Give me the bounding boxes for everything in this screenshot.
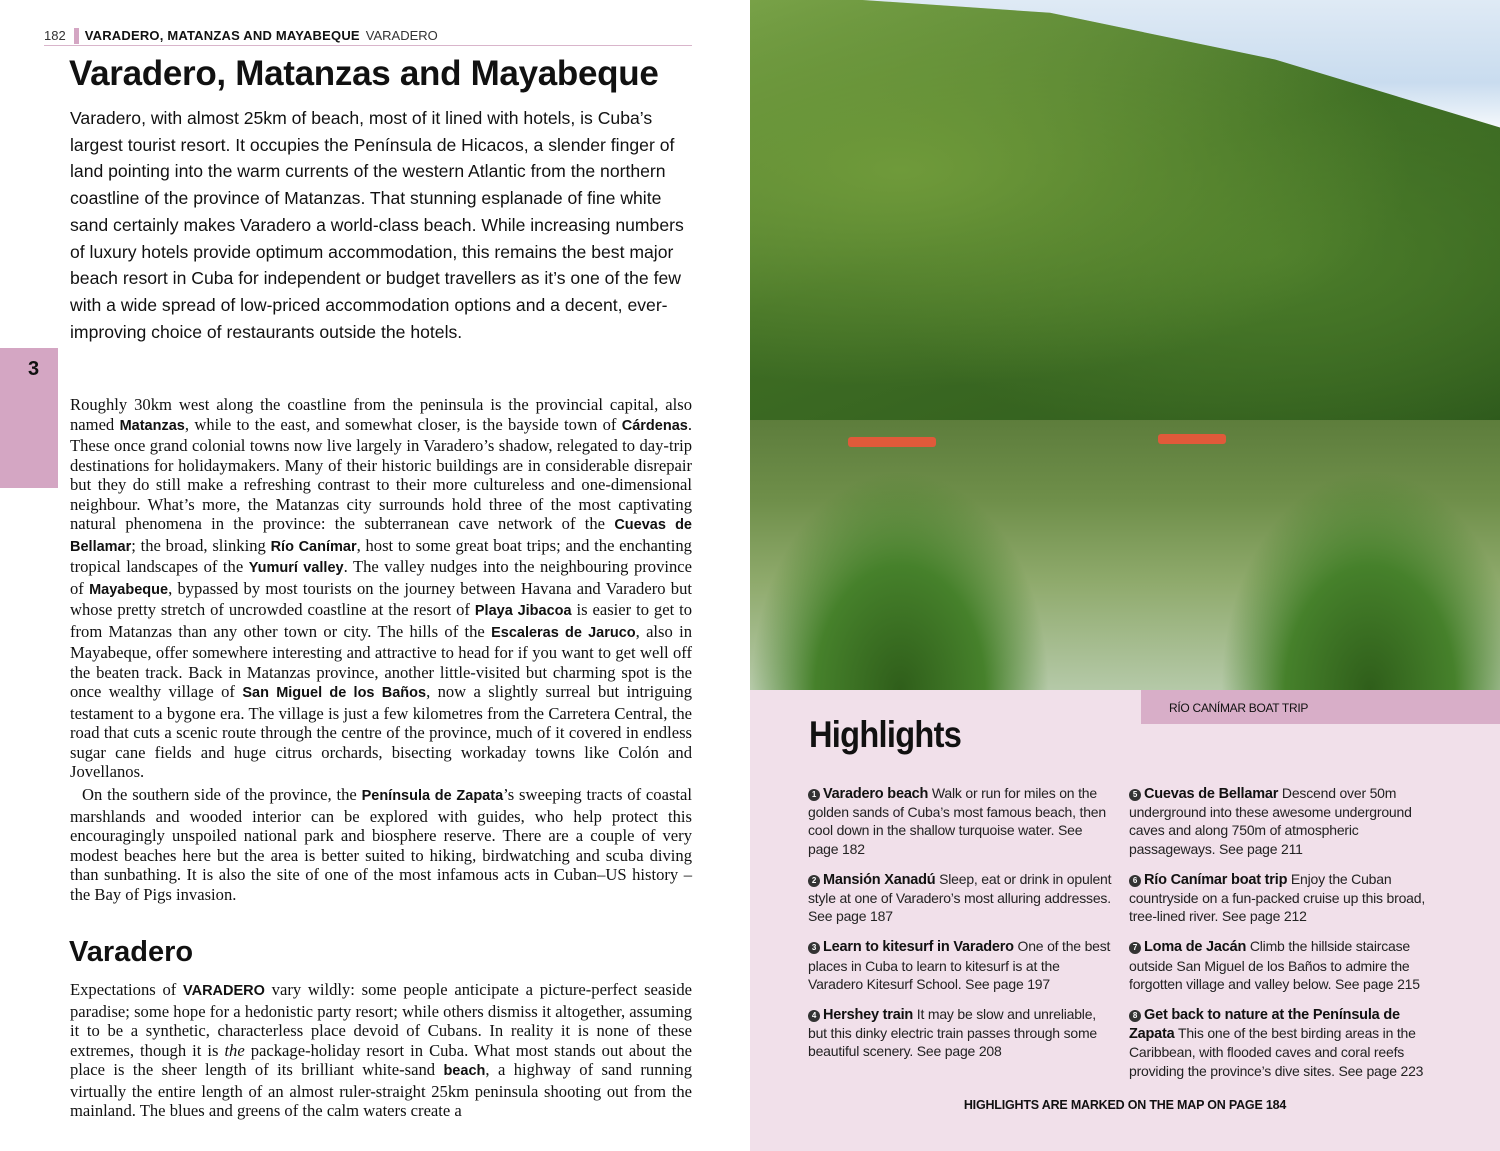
photo-hillside (750, 0, 1500, 425)
highlight-item (1129, 937, 1434, 993)
bold-term: Playa Jibacoa (474, 603, 572, 619)
text-run: the (224, 1040, 245, 1060)
highlights-column (808, 784, 1113, 1073)
highlight-text: This one of the best birding areas in the Caribbean, with flooded caves and coral reefs providing the province’s dive sites. See page 223 (1129, 1025, 1424, 1079)
photo-foliage (750, 470, 1050, 690)
text-run: . The valley nudges into the neighbouring province of (70, 557, 692, 598)
bold-term: Mayabeque (89, 581, 169, 598)
bold-term: Cuevas de Bellamar (70, 517, 692, 555)
text-run: is easier to get to from Matanzas than any other town or city. The hills of the (70, 600, 693, 641)
photo-foliage (1220, 470, 1500, 690)
number-badge-icon: 6 (1129, 875, 1141, 887)
highlight-item (808, 784, 1113, 858)
highlight-item (1129, 870, 1434, 926)
highlights-panel (750, 690, 1500, 1151)
body-paragraph (70, 980, 692, 1121)
photo-boat (848, 437, 936, 447)
bold-term: Yumurí valley (248, 560, 344, 576)
section-heading: Varadero (69, 936, 194, 968)
number-badge-icon: 4 (808, 1010, 820, 1022)
number-badge-icon: 2 (808, 875, 820, 887)
bold-term: Matanzas (119, 417, 185, 434)
page-number: 182 (44, 28, 66, 43)
highlight-item (808, 937, 1113, 993)
text-run: package-holiday resort in Cuba. What most stands out about the place is the sheer length of its brilliant white-sand (70, 1040, 692, 1079)
bold-term: Escaleras de Jaruco (491, 624, 636, 641)
text-run: , host to some great boat trips; and the enchanting tropical landscapes of the (70, 535, 692, 576)
highlight-title: Río Canímar boat trip (1144, 871, 1288, 888)
highlight-item (1129, 784, 1434, 858)
bold-term: Península de Zapata (361, 788, 504, 804)
number-badge-icon: 7 (1129, 942, 1141, 954)
chapter-title: Varadero, Matanzas and Mayabeque (69, 54, 659, 93)
running-head-subsection: VARADERO (365, 28, 438, 43)
bold-term: VARADERO (183, 983, 265, 999)
text-run: , bypassed by most tourists on the journey between Havana and Varadero but whose pretty stretch of uncrowded coastline at the resort of (70, 578, 692, 619)
running-head-section: VARADERO, MATANZAS AND MAYABEQUE (84, 28, 360, 43)
text-run: ; the broad, slinking (131, 535, 271, 555)
chapter-tab (0, 348, 58, 488)
running-head (44, 26, 692, 46)
highlights-title: Highlights (809, 714, 962, 755)
running-head-marker (74, 28, 79, 44)
highlight-text: Sleep, eat or drink in opulent style at one of Varadero’s most alluring addresses. See page 187 (808, 870, 1112, 925)
photo-rio-canimar (750, 0, 1500, 690)
highlight-title: Mansión Xanadú (823, 871, 936, 888)
bold-term: San Miguel de los Baños (242, 685, 427, 701)
bold-term: Cárdenas (621, 417, 688, 434)
bold-term: Río Canímar (270, 538, 357, 555)
number-badge-icon: 8 (1129, 1010, 1141, 1022)
chapter-number: 3 (28, 358, 40, 380)
number-badge-icon: 1 (808, 789, 820, 801)
text-run: Roughly 30km west along the coastline from the peninsula is the provincial capital, also named (70, 395, 692, 434)
intro-paragraph: Varadero, with almost 25km of beach, most of it lined with hotels, is Cuba’s largest tourist resort. It occupies the Península de Hicacos, a slender finger of land pointing into the warm currents of the western Atlantic from the northern coastline of the province of Matanzas. That stunning esplanade of fine white sand certainly makes Varadero a world-class beach. While increasing numbers of luxury hotels provide optimum accommodation, this remains the best major beach resort in Cuba for independent or budget travellers as it’s one of the few with a wide spread of low-priced accommodation options and a decent, ever-improving choice of restaurants outside the hotels. (70, 108, 684, 342)
highlight-item (1129, 1005, 1434, 1080)
text-run: vary wildly: some people anticipate a picture-perfect seaside paradise; some hope for a hedonistic party resort; while others dismiss it altogether, assuming it to be a synthetic, characterless place devoid of Cubans. In reality it is none of these extremes, though it is (70, 980, 692, 1060)
text-run: , while to the east, and somewhat closer, is the bayside town of (184, 414, 622, 434)
highlights-column (1129, 784, 1434, 1092)
text-run: , a highway of sand running virtually the entire length of an almost ruler-straight 25km peninsula shooting out from the mainland. The blues and greens of the calm waters create a (70, 1060, 692, 1120)
text-run: , also in Mayabeque, offer somewhere interesting and attractive to head for if you want to get well off the beaten track. Back in Matanzas province, another little-visited but charming spot is the once wealthy village of (70, 621, 692, 701)
highlight-title: Get back to nature at the Península de Zapata (1129, 1007, 1400, 1043)
text-run: On the southern side of the province, the (82, 785, 362, 804)
photo-caption: RÍO CANÍMAR BOAT TRIP (1141, 690, 1500, 724)
highlight-title: Loma de Jacán (1144, 939, 1247, 956)
body-paragraph (70, 395, 692, 782)
body-paragraph (70, 785, 692, 904)
number-badge-icon: 3 (808, 942, 820, 954)
highlight-title: Cuevas de Bellamar (1144, 786, 1279, 802)
highlight-text: Climb the hillside staircase outside San Miguel de los Baños to admire the forgotten village and valley below. See page 215 (1129, 938, 1420, 992)
highlight-text: It may be slow and unreliable, but this dinky electric train passes through some beautiful scenery. See page 208 (808, 1006, 1098, 1060)
highlight-title: Hershey train (823, 1007, 914, 1024)
text-run: . These once grand colonial towns now live largely in Varadero’s shadow, relegated to day-trip destinations for holidaymakers. Many of their historic buildings are in considerable disrepair but they do still make a refreshing contrast to their more cultureless and one-dimensional neighbour. What’s more, the Matanzas city surrounds hold three of the most captivating natural phenomena in the province: the subterranean cave network of the (70, 414, 692, 533)
bold-term: beach (443, 1063, 486, 1079)
text-run: ’s sweeping tracts of coastal marshlands and wooded interior can be explored with guides, who help protect this encouragingly unspoiled national park and biosphere reserve. There are a couple of very modest beaches here but the area is better suited to hiking, birdwatching and scuba diving than sunbathing. It is also the site of one of the most infamous acts in Cuban–US history – the Bay of Pigs invasion. (70, 785, 692, 904)
photo-boat (1158, 434, 1226, 444)
highlight-text: Walk or run for miles on the golden sands of Cuba’s most famous beach, then cool down in the shallow turquoise water. See page 182 (808, 785, 1106, 857)
highlight-item (808, 870, 1113, 926)
text-run: , now a slightly surreal but intriguing testament to a bygone era. The village is just a few kilometres from the Carretera Central, the road that cuts a scenic route through the centre of the province, much of it covered in endless sugar cane fields and huge citrus orchards, bisecting workaday towns like Colón and Jovellanos. (70, 682, 692, 781)
highlight-text: One of the best places in Cuba to learn to kitesurf is at the Varadero Kitesurf School. See page 197 (808, 938, 1111, 992)
number-badge-icon: 5 (1129, 789, 1141, 801)
highlight-title: Learn to kitesurf in Varadero (823, 939, 1014, 956)
highlight-title: Varadero beach (823, 786, 929, 802)
highlight-text: Enjoy the Cuban countryside on a fun-packed cruise up this broad, tree-lined river. See page 212 (1129, 870, 1426, 925)
highlights-footer: HIGHLIGHTS ARE MARKED ON THE MAP ON PAGE 184 (963, 1098, 1287, 1112)
text-run: Expectations of (70, 980, 184, 999)
highlight-text: Descend over 50m underground into these awesome underground caves and along 750m of atmospheric passageways. See page 211 (1129, 785, 1412, 857)
highlight-item (808, 1005, 1113, 1061)
